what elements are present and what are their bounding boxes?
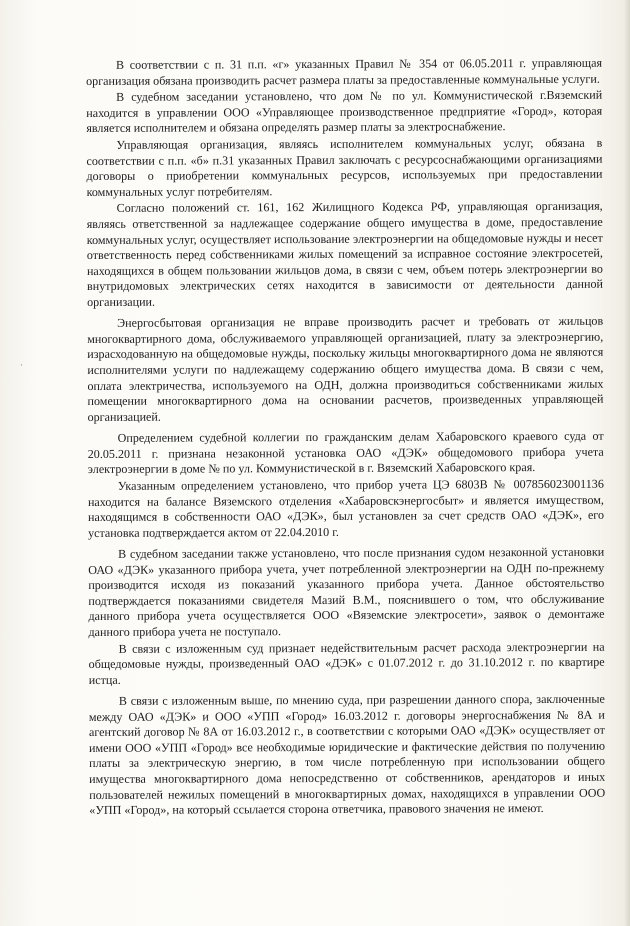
paragraph-management-company: В судебном заседании установлено, что дом № по ул. Коммунистической г.Вяземский находится в управлении ООО «Управляющее производственное предприятие «Город», которая является исполнителем и обязана определять размер платы за электроснабжение. [86,88,603,136]
margin-mark: · [20,361,23,371]
paragraph-contracts-irrelevant: В связи с изложенным выше, по мнению суда, при разрешении данного спора, заключенные между ОАО «ДЭК» и ООО «УПП «Город» 16.03.2012 г. договоры энергоснабжения № 8А и агентский договор № 8А от 16.03.2012 г., в соответствии с которыми ОАО «ДЭК» осуществляет от имени ООО «УПП «Город» все необходимые юридические и фактические действия по получению платы за электрическую энергию, в том числе потребленную при использовании общего имущества многоквартирного дома непосредственно от собственников, арендаторов и иных пользователей нежилых помещений в многоквартирных домах, находящихся в управлении ООО «УПП «Город», на который ссылается сторона ответчика, правового значения не имеют. [88,692,606,818]
paragraph-billing-obligation: В соответствии с п. 31 п.п. «г» указанных Правил № 354 от 06.05.2011 г. управляющая организация обязана производить расчет размера платы за предоставленные коммунальные услуги. [86,55,603,88]
document-body [86,56,605,820]
paragraph-meter-ownership: Указанным определением установлено, что прибор учета ЦЭ 6803В № 007856023001136 находится на балансе Вяземского отделения «Хабаровскэнергосбыт» и является имуществом, находящимся в собственности ОАО «ДЭК», был установлен за счет средств ОАО «ДЭК», его установка подтверждается актом от 22.04.2010 г. [87,476,605,540]
page-edge-shadow [624,0,630,926]
paragraph-resource-contracts: Управляющая организация, являясь исполнителем коммунальных услуг, обязана в соответствии с п.п. «б» п.31 указанных Правил заключать с ресурсоснабжающими организациями договоры о приобретении коммунальных ресурсов, используемых при предоставлении коммунальных услуг потребителям. [86,135,603,199]
paragraph-court-ruling: Определением судебной коллегии по гражданским делам Хабаровского краевого суда от 20.05.2011 г. признана незаконной установка ОАО «ДЭК» общедомового прибора учета электроэнергии в доме № по ул. Коммунистической в г. Вяземский Хабаровского края. [87,428,604,477]
paragraph-housing-code: Согласно положений ст. 161, 162 Жилищного Кодекса РФ, управляющая организация, являясь ответственной за надлежащее содержание общего имущества в доме, предоставление коммунальных услуг, осуществляет использование электроэнергии на общедомовые нужды и несет ответственность перед собственниками жилых помещений за исправное состояние электросетей, находящихся в общем пользовании жильцов дома, в связи с чем, объем потерь электроэнергии во внутридомовых электрических сетях находится в зависимости от деятельности данной организации. [86,199,604,309]
paragraph-invalid-calculation: В связи с изложенным суд признает недействительным расчет расхода электроэнергии на общедомовые нужды, произведенный ОАО «ДЭК» с 01.07.2012 г. до 31.10.2012 г. по квартире истца. [88,639,605,687]
paragraph-meter-usage: В судебном заседании также установлено, что после признания судом незаконной установки ОАО «ДЭК» указанного прибора учета, учет потребленной электроэнергии на ОДН по-прежнему производится исходя из показаний указанного прибора учета. Данное обстоятельство подтверждается показаниями свидетеля Мазий В.М., пояснившего о том, что обслуживание данного прибора учета осуществляется ООО «Вяземские электросети», заявок о демонтаже данного прибора учета не поступало. [88,544,605,639]
paragraph-energy-sales: Энергосбытовая организация не вправе производить расчет и требовать от жильцов многоквартирного дома, обслуживаемого управляющей организацией, плату за электроэнергию, израсходованную на общедомовые нужды, поскольку жильцы многоквартирного дома не являются исполнителями услуги по надлежащему содержанию общего имущества дома. В связи с чем, оплата электричества, используемого на ОДН, должна производиться собственниками жилых помещении многоквартирного дома на основании расчетов, произведенных управляющей организацией. [87,314,604,424]
